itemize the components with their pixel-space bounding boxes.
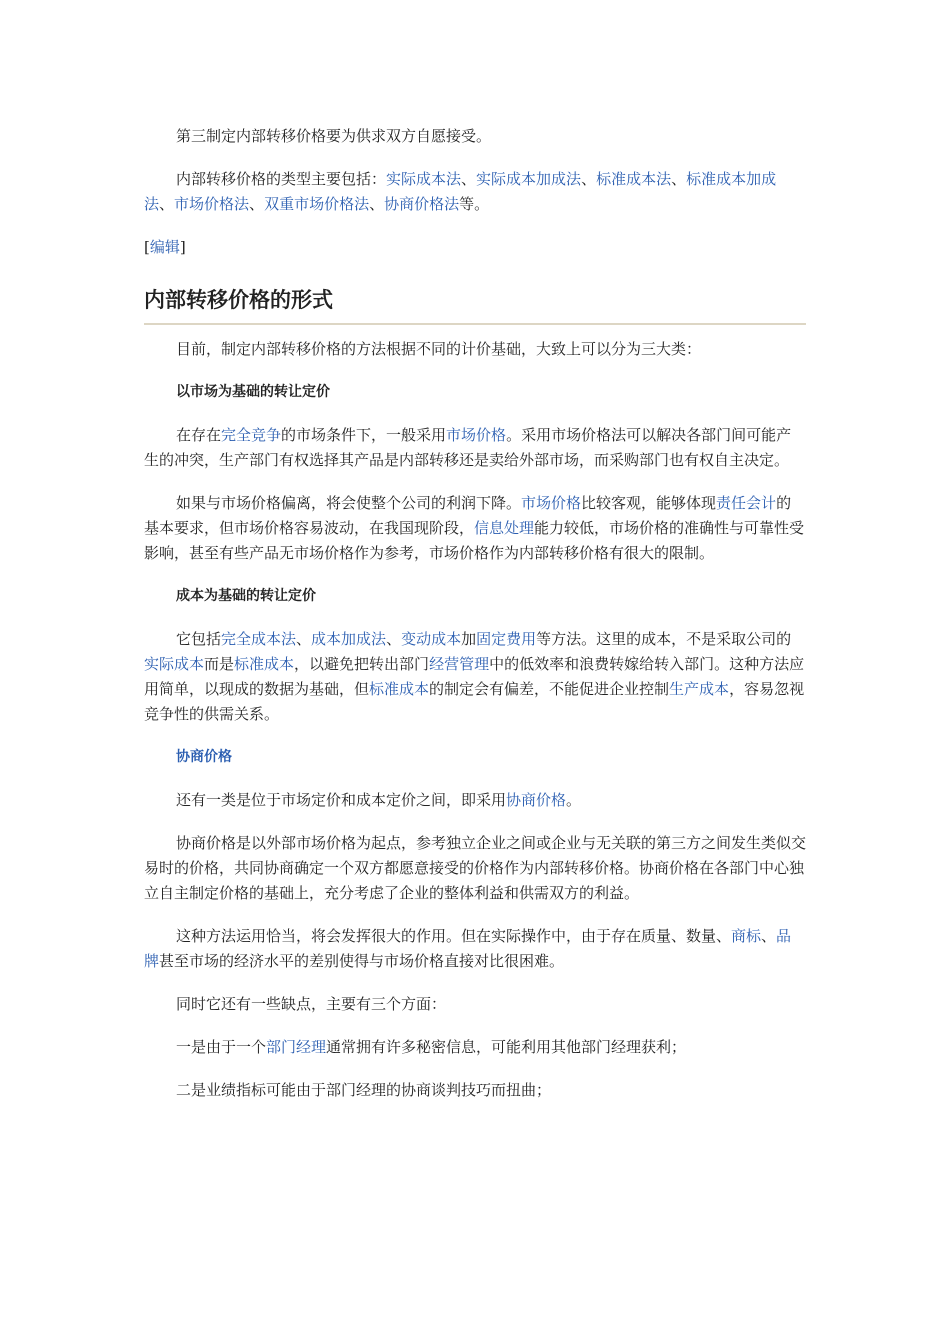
edit-section: [编辑] [144, 238, 186, 256]
subheading-market-based: 以市场为基础的转让定价 [176, 384, 330, 400]
link-standard-cost[interactable]: 标准成本 [234, 655, 295, 673]
link-responsibility-accounting[interactable]: 责任会计 [716, 494, 777, 512]
paragraph-negotiated-definition: 协商价格是以外部市场价格为起点，参考独立企业之间或企业与无关联的第三方之间发生类似交易时的价格，共同协商确定一个双方都愿意接受的价格作为内部转移价格。协商价格在各部门中心独立自主制定价格的基础上，充分考虑了企业的整体利益和供需双方的利益。 [144, 834, 807, 902]
link-actual-cost[interactable]: 实际成本 [144, 655, 205, 673]
link-production-cost[interactable]: 生产成本 [669, 680, 730, 698]
paragraph-market-conditions: 在存在完全竞争的市场条件下，一般采用市场价格。采用市场价格法可以解决各部门间可能产生的冲突，生产部门有权选择其产品是内部转移还是卖给外部市场，而采购部门也有权自主决定。 [144, 426, 792, 469]
section-title: 内部转移价格的形式 [144, 288, 806, 325]
link-variable-cost[interactable]: 变动成本 [401, 630, 462, 648]
link-trademark[interactable]: 商标 [731, 927, 762, 945]
intro-paragraph: 目前，制定内部转移价格的方法根据不同的计价基础，大致上可以分为三大类： [176, 340, 702, 358]
link-standard-cost-method[interactable]: 标准成本法 [596, 170, 672, 188]
link-information-processing[interactable]: 信息处理 [474, 519, 535, 537]
paragraph-drawback-two: 二是业绩指标可能由于部门经理的协商谈判技巧而扭曲； [176, 1081, 552, 1099]
paragraph-negotiated-intro: 还有一类是位于市场定价和成本定价之间，即采用协商价格。 [176, 791, 582, 809]
link-dual-market-price-method[interactable]: 双重市场价格法 [264, 195, 370, 213]
subheading-cost-based: 成本为基础的转让定价 [176, 588, 316, 604]
link-market-price[interactable]: 市场价格 [446, 426, 507, 444]
link-standard-cost-plus-method[interactable]: 标准成本加成法 [144, 170, 777, 213]
link-actual-cost-plus-method[interactable]: 实际成本加成法 [476, 170, 582, 188]
article-body [144, 124, 806, 1121]
link-brand[interactable]: 品牌 [144, 927, 792, 970]
link-department-manager[interactable]: 部门经理 [266, 1038, 327, 1056]
link-negotiated-price[interactable]: 协商价格 [506, 791, 567, 809]
paragraph-transfer-price-types: 内部转移价格的类型主要包括：实际成本法、实际成本加成法、标准成本法、标准成本加成法、市场价格法、双重市场价格法、协商价格法等。 [144, 170, 777, 213]
paragraph-drawbacks: 同时它还有一些缺点，主要有三个方面： [176, 995, 447, 1013]
link-actual-cost-method[interactable]: 实际成本法 [386, 170, 462, 188]
link-perfect-competition[interactable]: 完全竞争 [221, 426, 282, 444]
link-negotiated-price-method[interactable]: 协商价格法 [384, 195, 460, 213]
paragraph-method-usage: 这种方法运用恰当，将会发挥很大的作用。但在实际操作中，由于存在质量、数量、商标、品牌甚至市场的经济水平的差别使得与市场价格直接对比很困难。 [144, 927, 792, 970]
paragraph-market-deviation: 如果与市场价格偏离，将会使整个公司的利润下降。市场价格比较客观，能够体现责任会计的基本要求，但市场价格容易波动，在我国现阶段，信息处理能力较低，市场价格的准确性与可靠性受影响，甚至有些产品无市场价格作为参考，市场价格作为内部转移价格有很大的限制。 [144, 494, 805, 562]
link-fixed-expenses[interactable]: 固定费用 [476, 630, 537, 648]
paragraph-cost-methods: 它包括完全成本法、成本加成法、变动成本加固定费用等方法。这里的成本，不是采取公司的实际成本而是标准成本，以避免把转出部门经营管理中的低效率和浪费转嫁给转入部门。这种方法应用简单，以现成的数据为基础，但标准成本的制定会有偏差，不能促进企业控制生产成本，容易忽视竞争性的供需关系。 [144, 630, 805, 723]
subheading-negotiated-price: 协商价格 [176, 749, 232, 765]
paragraph-drawback-one: 一是由于一个部门经理通常拥有许多秘密信息，可能利用其他部门经理获利； [176, 1038, 687, 1056]
link-market-price-method[interactable]: 市场价格法 [174, 195, 250, 213]
link-full-cost-method[interactable]: 完全成本法 [221, 630, 297, 648]
link-market-price[interactable]: 市场价格 [521, 494, 582, 512]
link-standard-cost[interactable]: 标准成本 [369, 680, 430, 698]
paragraph: 第三制定内部转移价格要为供求双方自愿接受。 [176, 127, 492, 145]
edit-link[interactable]: 编辑 [149, 238, 180, 256]
link-business-management[interactable]: 经营管理 [429, 655, 490, 673]
link-cost-plus-method[interactable]: 成本加成法 [311, 630, 387, 648]
